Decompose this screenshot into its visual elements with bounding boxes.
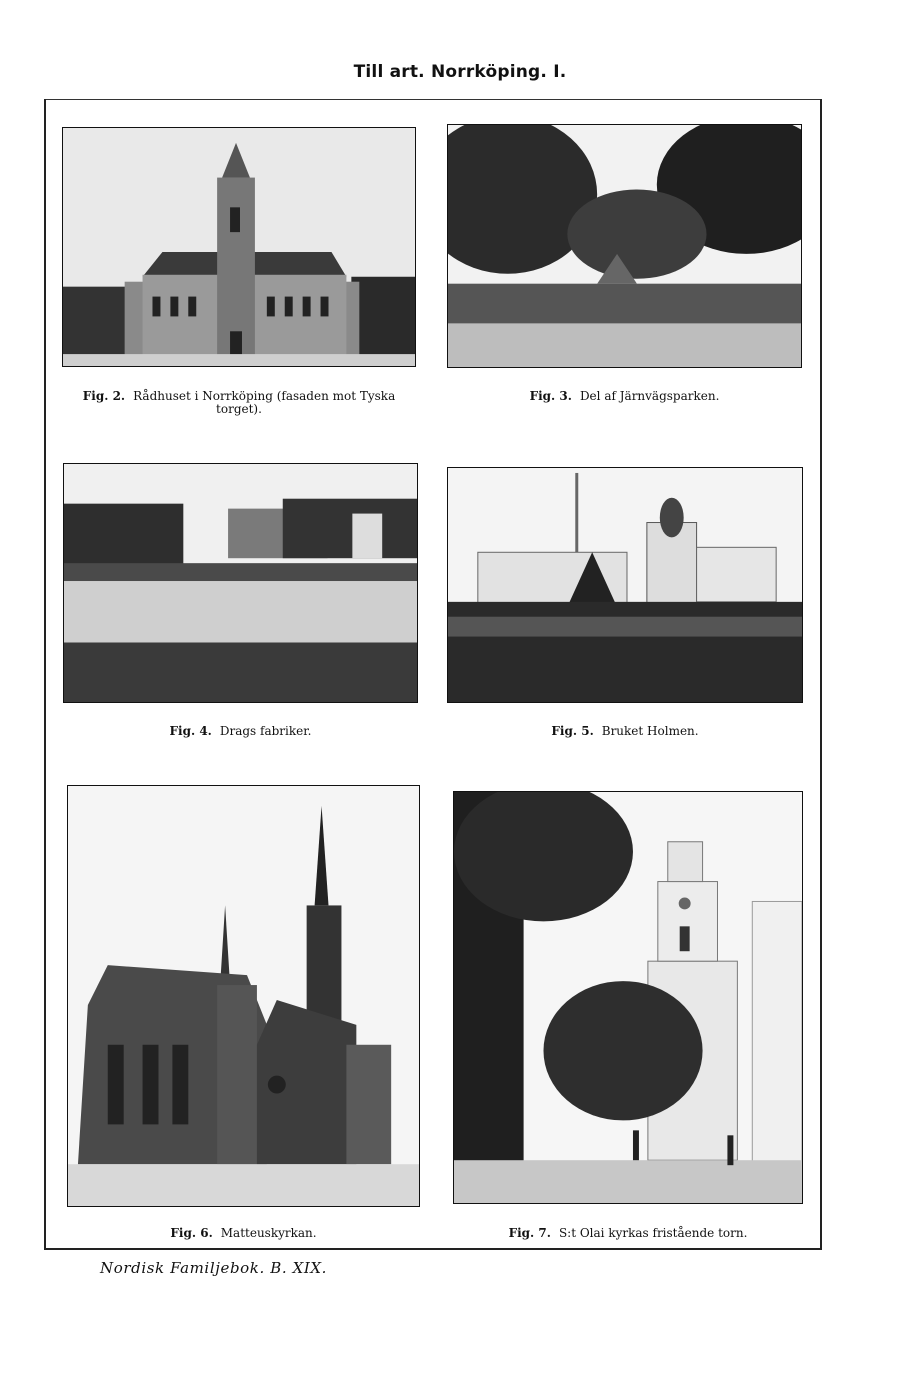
fig-number: Fig. 4. bbox=[169, 724, 212, 738]
photo-drags-fabriker bbox=[63, 463, 418, 703]
photo-bruket-holmen bbox=[447, 467, 803, 703]
caption-fig-4 bbox=[63, 725, 418, 738]
footer-source: Nordisk Familjebok. B. XIX. bbox=[100, 1259, 328, 1277]
plate-title: Till art. Norrköping. I. bbox=[353, 62, 567, 82]
fig-number: Fig. 6. bbox=[170, 1226, 213, 1240]
fig-caption: Bruket Holmen. bbox=[601, 724, 699, 738]
fig-caption: Del af Järnvägsparken. bbox=[579, 389, 720, 403]
photo-jarnvagsparken bbox=[447, 124, 802, 368]
factories-image bbox=[64, 464, 417, 702]
holmen-image bbox=[448, 468, 802, 702]
photo-radhuset bbox=[62, 127, 416, 367]
fig-caption: Rådhuset i Norrköping (fasaden mot Tyska torget). bbox=[133, 389, 396, 416]
fig-number: Fig. 3. bbox=[529, 389, 572, 403]
church-image bbox=[68, 786, 419, 1206]
caption-fig-7 bbox=[453, 1227, 803, 1240]
caption-fig-6 bbox=[67, 1227, 420, 1240]
photo-st-olai-torn bbox=[453, 791, 803, 1204]
photo-matteuskyrkan bbox=[67, 785, 420, 1207]
fig-number: Fig. 7. bbox=[508, 1226, 551, 1240]
fig-caption: Matteuskyrkan. bbox=[220, 1226, 317, 1240]
caption-fig-3 bbox=[447, 390, 802, 403]
tower-image bbox=[454, 792, 802, 1203]
park-image bbox=[448, 125, 801, 367]
caption-fig-2 bbox=[62, 390, 416, 416]
town-hall-image bbox=[63, 128, 415, 366]
fig-number: Fig. 5. bbox=[551, 724, 594, 738]
caption-fig-5 bbox=[447, 725, 803, 738]
fig-number: Fig. 2. bbox=[82, 389, 126, 403]
fig-caption: Drags fabriker. bbox=[219, 724, 312, 738]
fig-caption: S:t Olai kyrkas fristående torn. bbox=[558, 1226, 748, 1240]
